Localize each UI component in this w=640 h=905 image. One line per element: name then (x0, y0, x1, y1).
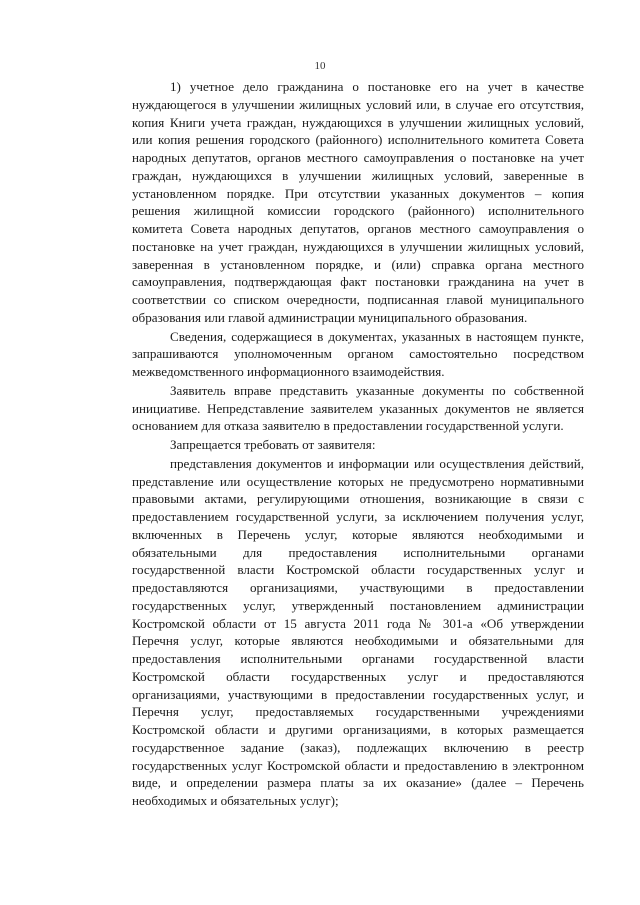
paragraph-prohibition-details: представления документов и информации или осуществления действий, представление или осуществление которых не предусмотрено нормативными правовыми актами, регулирующими отношения, возникающие в связи с предоставлением государственной услуги, за исключением получения услуг, включенных в Перечень услуг, которые являются необходимыми и обязательными для предоставления исполнительными органами государственной власти Костромской области государственных услуг и предоставляются организациями, участвующими в предоставлении государственных услуг, утвержденный постановлением администрации Костромской области от 15 августа 2011 года № 301-а «Об утверждении Перечня услуг, которые являются необходимыми и обязательными для предоставления исполнительными органами государственной власти Костромской области государственных услуг и предоставляются организациями, участвующими в предоставлении государственных услуг, и Перечня услуг, предоставляемых государственными учреждениями Костромской области и другими организациями, в которых размещается государственное задание (заказ), подлежащих включению в реестр государственных услуг Костромской области и предоставлению в электронном виде, и определении размера платы за их оказание» (далее – Перечень необходимых и обязательных услуг); (132, 455, 584, 808)
paragraph-prohibition-heading: Запрещается требовать от заявителя: (170, 437, 376, 452)
paragraph-information-request: Сведения, содержащиеся в документах, указанных в настоящем пункте, запрашиваются уполномоченным органом самостоятельно посредством межведомственного информационного взаимодействия. (132, 328, 584, 379)
document-body (132, 78, 584, 810)
paragraph-account-file: 1) учетное дело гражданина о постановке его на учет в качестве нуждающегося в улучшении жилищных условий или, в случае его отсутствия, копия Книги учета граждан, нуждающихся в улучшении жилищных условий, или копия решения городского (районного) исполнительного комитета Совета народных депутатов, органов местного самоуправления о постановке на учет граждан, нуждающихся в улучшении жилищных условий, заверенные в установленном порядке. При отсутствии указанных документов – копия решения жилищной комиссии городского (районного) исполнительного комитета Совета народных депутатов, органов местного самоуправления о постановке на учет граждан, нуждающихся в улучшении жилищных условий, заверенная в установленном порядке, и (или) справка органа местного самоуправления, подтверждающая факт постановки гражданина на учет в соответствии со списком очередности, подписанная главой муниципального образования или главой администрации муниципального образования. (132, 79, 584, 325)
page-number: 10 (314, 60, 326, 72)
paragraph-applicant-initiative: Заявитель вправе представить указанные документы по собственной инициативе. Непредставление заявителем указанных документов не является основанием для отказа заявителю в предоставлении государственной услуги. (132, 382, 584, 434)
